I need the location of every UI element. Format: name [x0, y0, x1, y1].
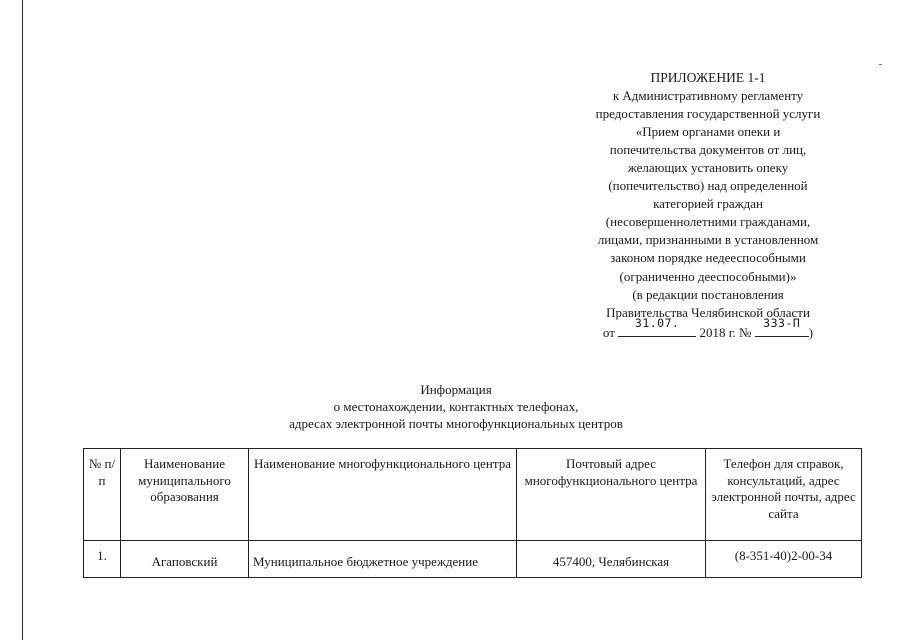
scan-mark [879, 64, 882, 65]
cell-contacts: (8-351-40)2-00-34 [706, 541, 862, 578]
header-center-name: Наименование многофункционального центра [249, 449, 517, 541]
page-margin-line [22, 0, 23, 640]
decree-number-blank [755, 315, 809, 337]
mfc-table [83, 448, 862, 578]
info-heading [140, 381, 772, 432]
header-number: № п/п [84, 449, 121, 541]
cell-postal-address: 457400, Челябинская [517, 541, 706, 578]
decree-line [566, 315, 850, 342]
info-heading-line: адресах электронной почты многофункциональных центров [289, 416, 623, 431]
appendix-line: (в редакции постановления [632, 286, 784, 302]
appendix-line: к Административному регламенту [612, 88, 804, 104]
appendix-line: (несовершеннолетними гражданами, [605, 214, 811, 230]
appendix-block [566, 69, 850, 342]
info-heading-title: Информация [420, 382, 492, 397]
cell-municipality: Агаповский [121, 541, 249, 578]
appendix-line: Правительства Челябинской области [606, 304, 810, 320]
appendix-line: (попечительство) над определенной [608, 178, 808, 194]
decree-suffix: ) [808, 324, 814, 340]
appendix-line: законом порядке недееспособными [610, 250, 806, 266]
decree-date-handwritten: 31.07. [634, 315, 680, 330]
decree-date-blank [618, 315, 696, 337]
appendix-line: категорией граждан [653, 196, 763, 212]
appendix-line: желающих установить опеку [627, 160, 789, 176]
appendix-line: лицами, признанными в установленном [597, 232, 819, 248]
appendix-line: предоставления государственной услуги [595, 106, 821, 122]
table-row [84, 541, 862, 578]
appendix-line: попечительства документов от лиц, [609, 142, 807, 158]
table-header-row [84, 449, 862, 541]
header-contacts: Телефон для справок, консультаций, адрес электронной почты, адрес сайта [706, 449, 862, 541]
cell-center-name: Муниципальное бюджетное учреждение [249, 541, 517, 578]
appendix-line: (ограниченно дееспособными)» [619, 268, 797, 284]
info-heading-line: о местонахождении, контактных телефонах, [333, 399, 579, 414]
decree-prefix: от [602, 324, 615, 340]
appendix-line: «Прием органами опеки и [635, 124, 781, 140]
appendix-title: ПРИЛОЖЕНИЕ 1-1 [650, 70, 766, 85]
decree-number-handwritten: 333-П [763, 315, 801, 330]
header-municipality: Наименование муниципального образования [121, 449, 249, 541]
header-postal-address: Почтовый адрес многофункционального центра [517, 449, 706, 541]
decree-year: 2018 г. № [699, 324, 752, 340]
cell-number: 1. [84, 541, 121, 578]
